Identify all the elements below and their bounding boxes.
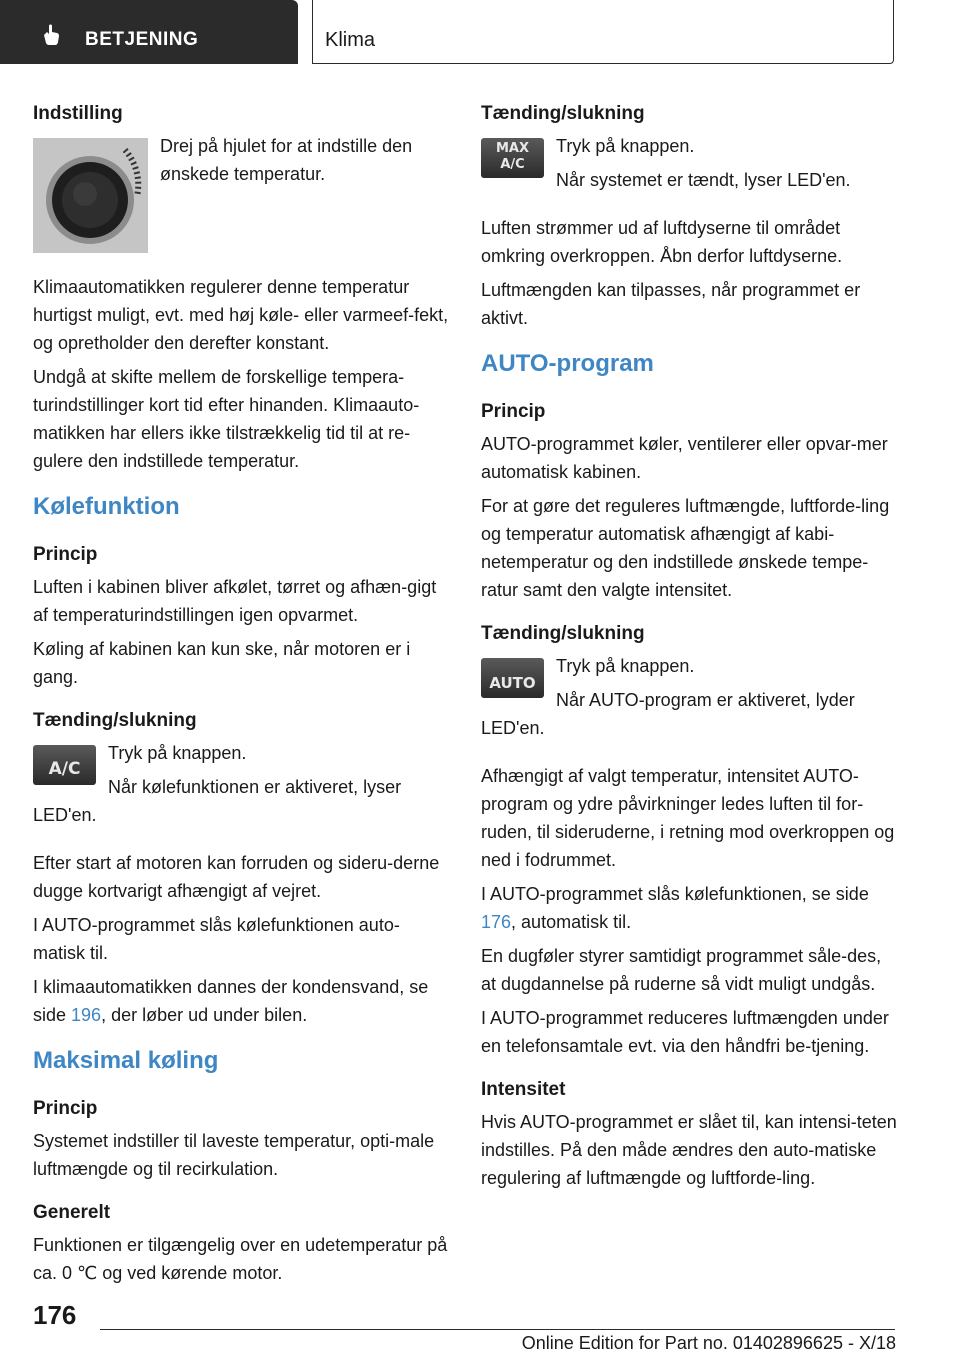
max-ac-line1: MAX — [495, 141, 530, 156]
maksimal-koling-heading: Maksimal køling — [33, 1047, 219, 1074]
chapter-label: BETJENING — [85, 29, 199, 50]
paragraph: Undgå at skifte mellem de forskellige tempera-turindstillinger kort tid efter hinanden. Klimaauto-matikken har ellers ikke tilstrækkelig tid til at re-gulere den indstillede temperatur. — [33, 367, 420, 471]
chapter-tab — [0, 0, 298, 64]
intensitet-heading: Intensitet — [481, 1079, 566, 1100]
kolefunktion-heading: Kølefunktion — [33, 493, 180, 520]
indstilling-heading: Indstilling — [33, 103, 123, 124]
left-column — [33, 100, 449, 1293]
temperature-dial-image — [33, 138, 148, 253]
footer-divider — [100, 1329, 895, 1330]
page-header — [0, 0, 960, 66]
paragraph: En dugføler styrer samtidigt programmet såle-des, at dugdannelse på ruderne så vidt muligt undgås. — [481, 946, 882, 994]
paragraph: Tryk på knappen. — [108, 743, 247, 763]
paragraph: I AUTO-programmet slås kølefunktionen auto-matisk til. — [33, 915, 400, 963]
page-link-196[interactable]: 196 — [71, 1005, 102, 1025]
paragraph: Luftmængden kan tilpasses, når programmet er aktivt. — [481, 280, 861, 328]
paragraph: Funktionen er tilgængelig over en udetemperatur på ca. 0 ℃ og ved kørende motor. — [33, 1235, 448, 1283]
paragraph: Luften i kabinen bliver afkølet, tørret og afhæn-gigt af temperaturindstillingen igen opvarmet. — [33, 577, 437, 625]
right-column — [481, 100, 897, 1198]
page-link-176[interactable]: 176 — [481, 912, 512, 932]
paragraph: Klimaautomatikken regulerer denne temperatur hurtigst muligt, evt. med høj køle- eller varmeef-fekt, og opretholder den derefter konstant. — [33, 277, 449, 353]
paragraph: Afhængigt af valgt temperatur, intensitet AUTO-program og ydre påvirkninger ledes luften til for-ruden, til sideruderne, i retning mod overkroppen og ned i fodrummet. — [481, 766, 895, 870]
edition-note: Online Edition for Part no. 01402896625 - X/18 — [521, 1333, 896, 1353]
ac-button-label: A/C — [48, 759, 81, 779]
paragraph: Systemet indstiller til laveste temperatur, opti-male luftmængde og til recirkulation. — [33, 1131, 435, 1179]
paragraph: Luften strømmer ud af luftdyserne til området omkring overkroppen. Åbn derfor luftdyserne. — [481, 218, 843, 266]
ac-button-image — [33, 745, 96, 785]
paragraph: AUTO-programmet køler, ventilerer eller opvar-mer automatisk kabinen. — [481, 434, 888, 482]
auto-button-image — [481, 658, 544, 698]
princip-heading: Princip — [481, 401, 546, 422]
paragraph: Tryk på knappen. — [556, 656, 695, 676]
paragraph: For at gøre det reguleres luftmængde, luftforde-ling og temperatur automatisk afhængigt af kabi-netemperatur og den indstillede ønskede tempe-ratur samt den valgte intensitet. — [481, 496, 890, 600]
section-label: Klima — [325, 29, 376, 51]
tand-heading: Tænding/slukning — [481, 623, 645, 644]
paragraph: Tryk på knappen. — [556, 136, 695, 156]
max-ac-line2: A/C — [500, 157, 525, 172]
max-ac-button-image — [481, 138, 544, 178]
tand-heading: Tænding/slukning — [33, 710, 197, 731]
paragraph: I AUTO-programmet slås kølefunktionen, se side 176, automatisk til. — [481, 884, 869, 932]
princip-heading: Princip — [33, 544, 98, 565]
paragraph: I AUTO-programmet reduceres luftmængden under en telefonsamtale evt. via den håndfri be-tjening. — [481, 1008, 889, 1056]
paragraph: Når systemet er tændt, lyser LED'en. — [556, 170, 851, 190]
paragraph: I klimaautomatikken dannes der kondensvand, se side 196, der løber ud under bilen. — [33, 977, 429, 1025]
paragraph: Efter start af motoren kan forruden og sideru-derne dugge kortvarigt afhængigt af vejret. — [33, 853, 440, 901]
temperature-dial-icon — [33, 138, 148, 253]
princip-heading: Princip — [33, 1098, 98, 1119]
auto-button-label: AUTO — [489, 674, 536, 692]
generelt-heading: Generelt — [33, 1202, 111, 1223]
paragraph: Når AUTO-program er aktiveret, lyder LED'en. — [481, 690, 855, 738]
indstilling-caption: Drej på hjulet for at indstille den ønskede temperatur. — [160, 136, 413, 184]
paragraph: Når kølefunktionen er aktiveret, lyser LED'en. — [33, 777, 402, 825]
hand-pointer-icon — [40, 24, 62, 46]
tand-heading: Tænding/slukning — [481, 103, 645, 124]
section-breadcrumb — [312, 0, 894, 64]
auto-program-heading: AUTO-program — [481, 350, 654, 377]
paragraph: Køling af kabinen kan kun ske, når motoren er i gang. — [33, 639, 411, 687]
paragraph: Hvis AUTO-programmet er slået til, kan intensi-teten indstilles. På den måde ændres den auto-matiske regulering af luftmængde og luftforde-ling. — [481, 1112, 897, 1188]
page-number: 176 — [33, 1300, 77, 1330]
